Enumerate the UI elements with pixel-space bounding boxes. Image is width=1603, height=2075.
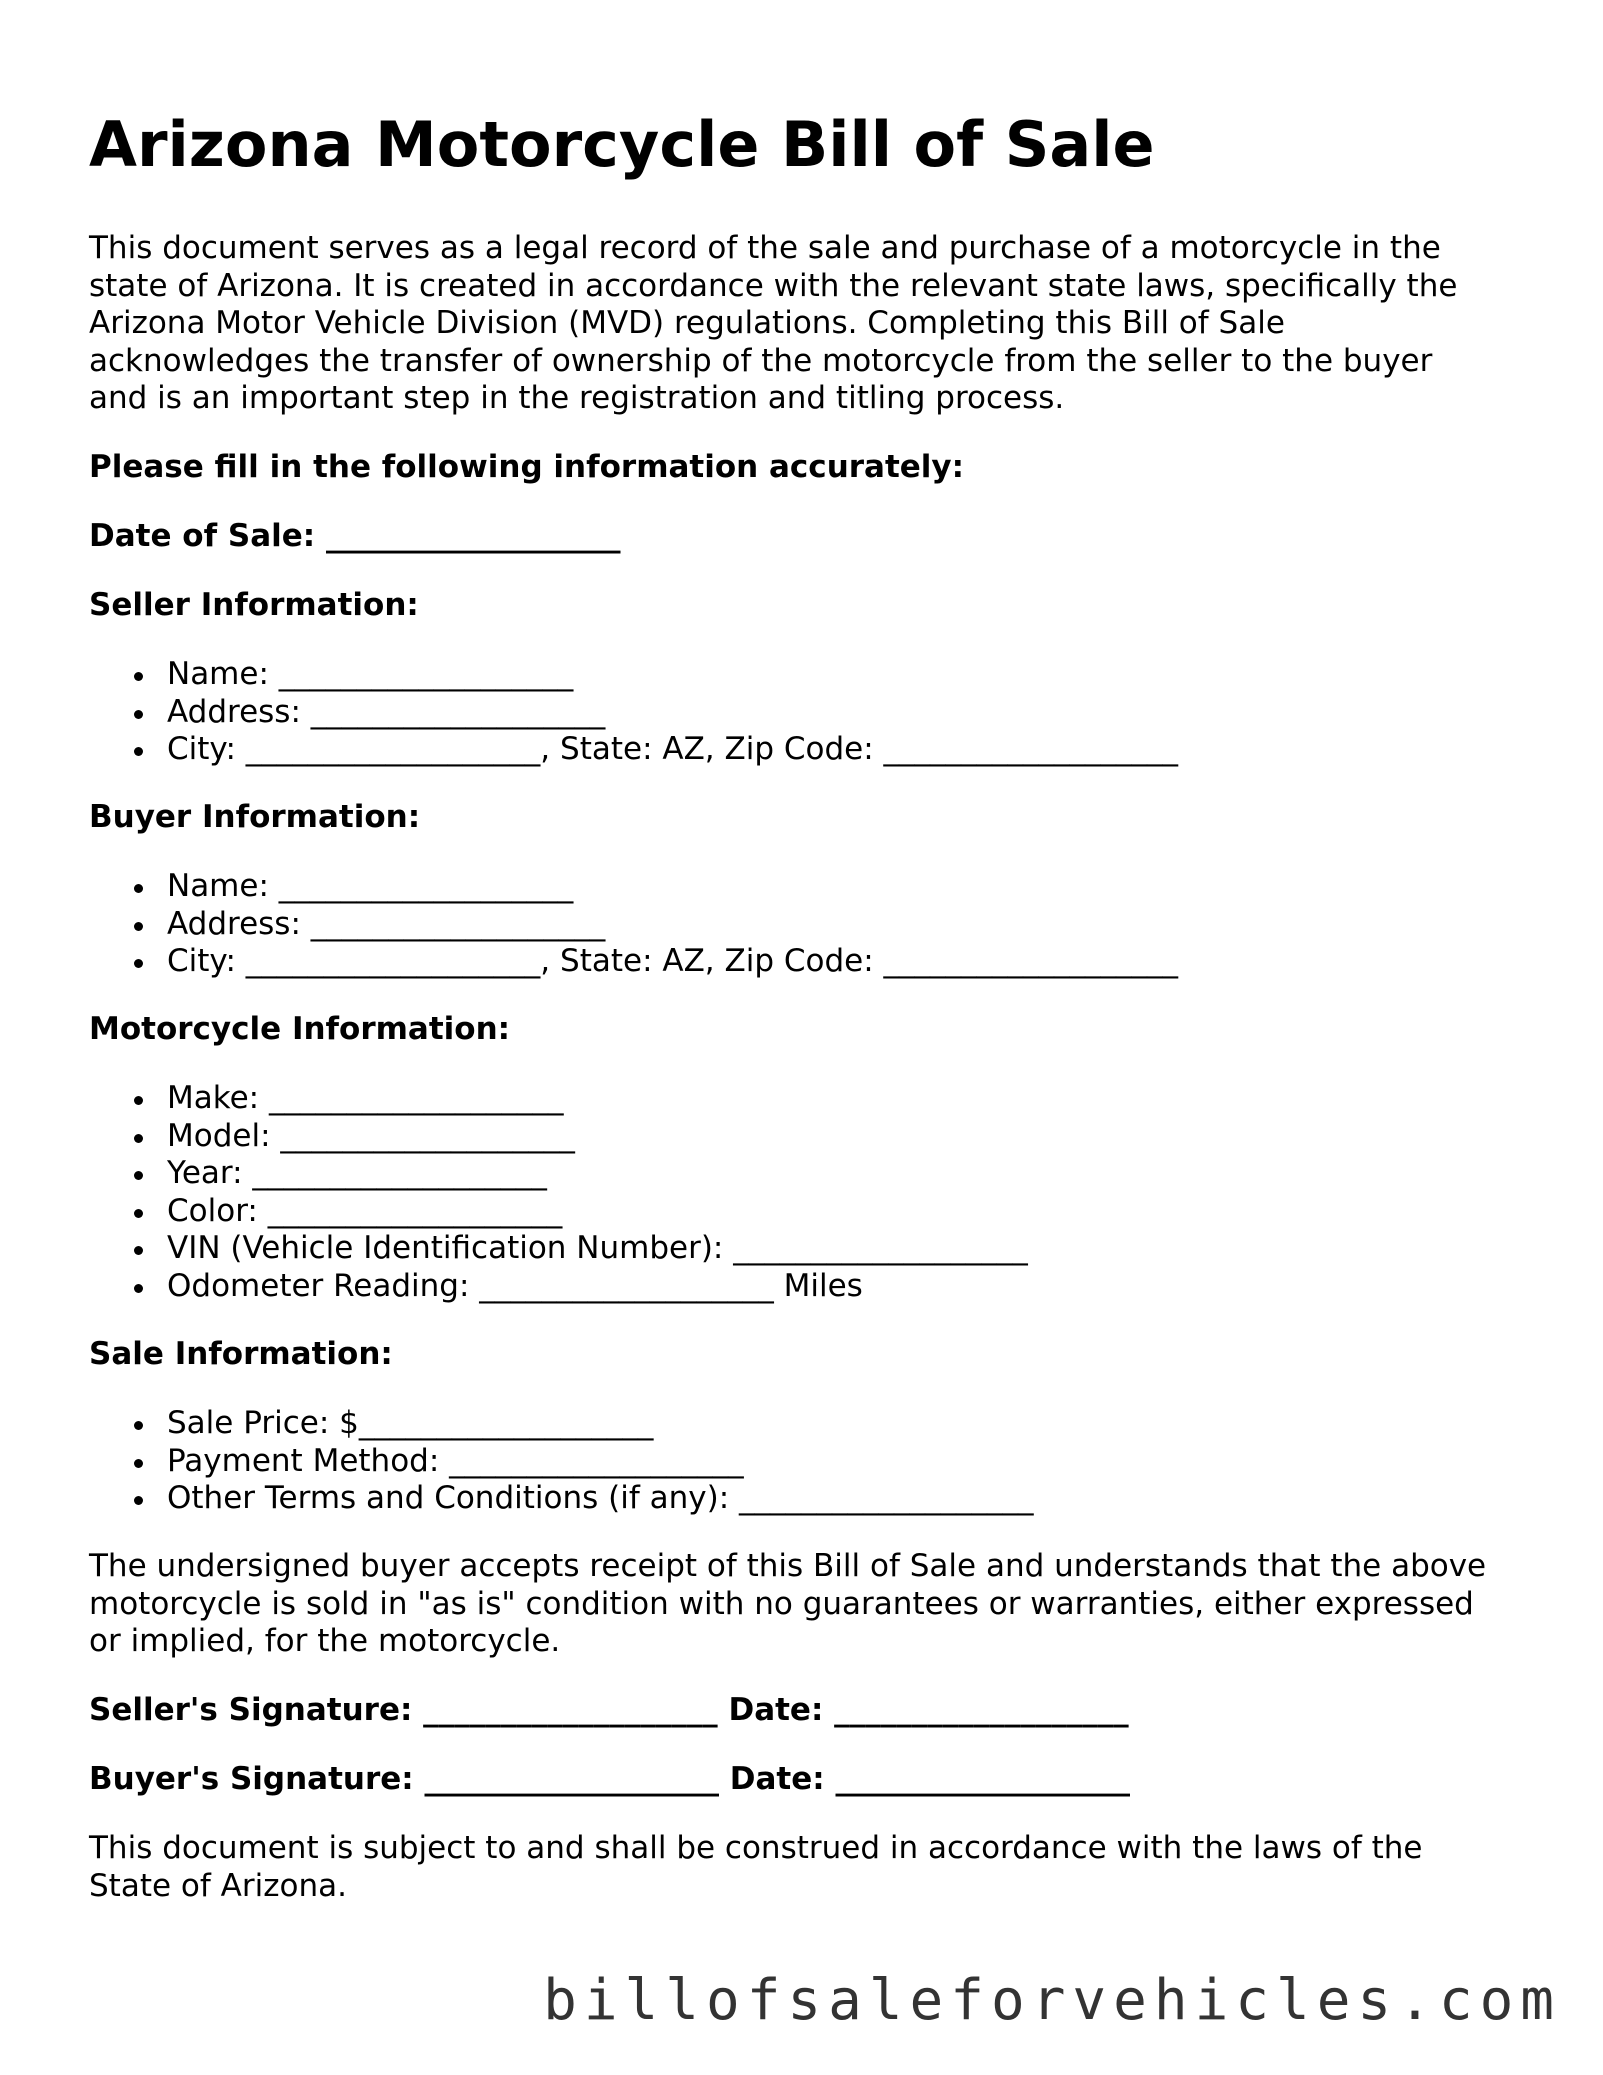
motorcycle-heading: Motorcycle Information: bbox=[89, 1011, 511, 1047]
acceptance-paragraph bbox=[89, 1548, 1486, 1661]
intro-line: acknowledges the transfer of ownership of the motorcycle from the seller to the buyer bbox=[89, 342, 1433, 379]
intro-line: and is an important step in the registration and titling process. bbox=[89, 380, 1065, 416]
acceptance-line: or implied, for the motorcycle. bbox=[89, 1623, 561, 1659]
buyer-address-field: Address: ___________________ bbox=[89, 906, 1178, 944]
motorcycle-odometer-field: Odometer Reading: ___________________ Miles bbox=[89, 1268, 1028, 1306]
motorcycle-model-field: Model: ___________________ bbox=[89, 1118, 1028, 1156]
motorcycle-vin-field: VIN (Vehicle Identification Number): ___________________ bbox=[89, 1230, 1028, 1268]
governing-law-line: This document is subject to and shall be construed in accordance with the laws of the bbox=[89, 1830, 1423, 1866]
seller-list bbox=[89, 656, 1178, 769]
buyer-name-field: Name: ___________________ bbox=[89, 868, 1178, 906]
motorcycle-color-field: Color: ___________________ bbox=[89, 1193, 1028, 1231]
motorcycle-year-field: Year: ___________________ bbox=[89, 1155, 1028, 1193]
sale-heading: Sale Information: bbox=[89, 1336, 393, 1372]
sale-list bbox=[89, 1405, 1034, 1518]
seller-address-field: Address: ___________________ bbox=[89, 694, 1178, 732]
motorcycle-make-field: Make: ___________________ bbox=[89, 1080, 1028, 1118]
buyer-heading: Buyer Information: bbox=[89, 799, 421, 835]
intro-line: This document serves as a legal record of the sale and purchase of a motorcycle in the bbox=[89, 230, 1441, 266]
seller-signature-line: Seller's Signature: ___________________ Date: ___________________ bbox=[89, 1692, 1129, 1728]
intro-paragraph bbox=[89, 230, 1457, 418]
seller-heading: Seller Information: bbox=[89, 587, 419, 623]
other-terms-field: Other Terms and Conditions (if any): ___________________ bbox=[89, 1480, 1034, 1518]
intro-line: state of Arizona. It is created in accordance with the relevant state laws, specifically the bbox=[89, 267, 1458, 304]
buyer-list bbox=[89, 868, 1178, 981]
motorcycle-list bbox=[89, 1080, 1028, 1305]
buyer-city-field: City: ___________________, State: AZ, Zip Code: ___________________ bbox=[89, 943, 1178, 981]
intro-line: Arizona Motor Vehicle Division (MVD) regulations. Completing this Bill of Sale bbox=[89, 305, 1285, 341]
date-of-sale-field: Date of Sale: ___________________ bbox=[89, 518, 621, 554]
seller-name-field: Name: ___________________ bbox=[89, 656, 1178, 694]
acceptance-line: The undersigned buyer accepts receipt of this Bill of Sale and understands that the above bbox=[89, 1548, 1487, 1584]
document-title: Arizona Motorcycle Bill of Sale bbox=[89, 108, 1155, 181]
governing-law-line: State of Arizona. bbox=[89, 1867, 347, 1904]
governing-law-paragraph bbox=[89, 1830, 1422, 1905]
watermark-url: billofsaleforvehicles.com bbox=[543, 1968, 1561, 2033]
sale-price-field: Sale Price: $___________________ bbox=[89, 1405, 1034, 1443]
acceptance-line: motorcycle is sold in "as is" condition with no guarantees or warranties, either expressed bbox=[89, 1585, 1474, 1622]
payment-method-field: Payment Method: ___________________ bbox=[89, 1443, 1034, 1481]
buyer-signature-line: Buyer's Signature: ___________________ Date: ___________________ bbox=[89, 1761, 1130, 1797]
instruction-text: Please fill in the following information accurately: bbox=[89, 449, 965, 485]
seller-city-field: City: ___________________, State: AZ, Zip Code: ___________________ bbox=[89, 731, 1178, 769]
